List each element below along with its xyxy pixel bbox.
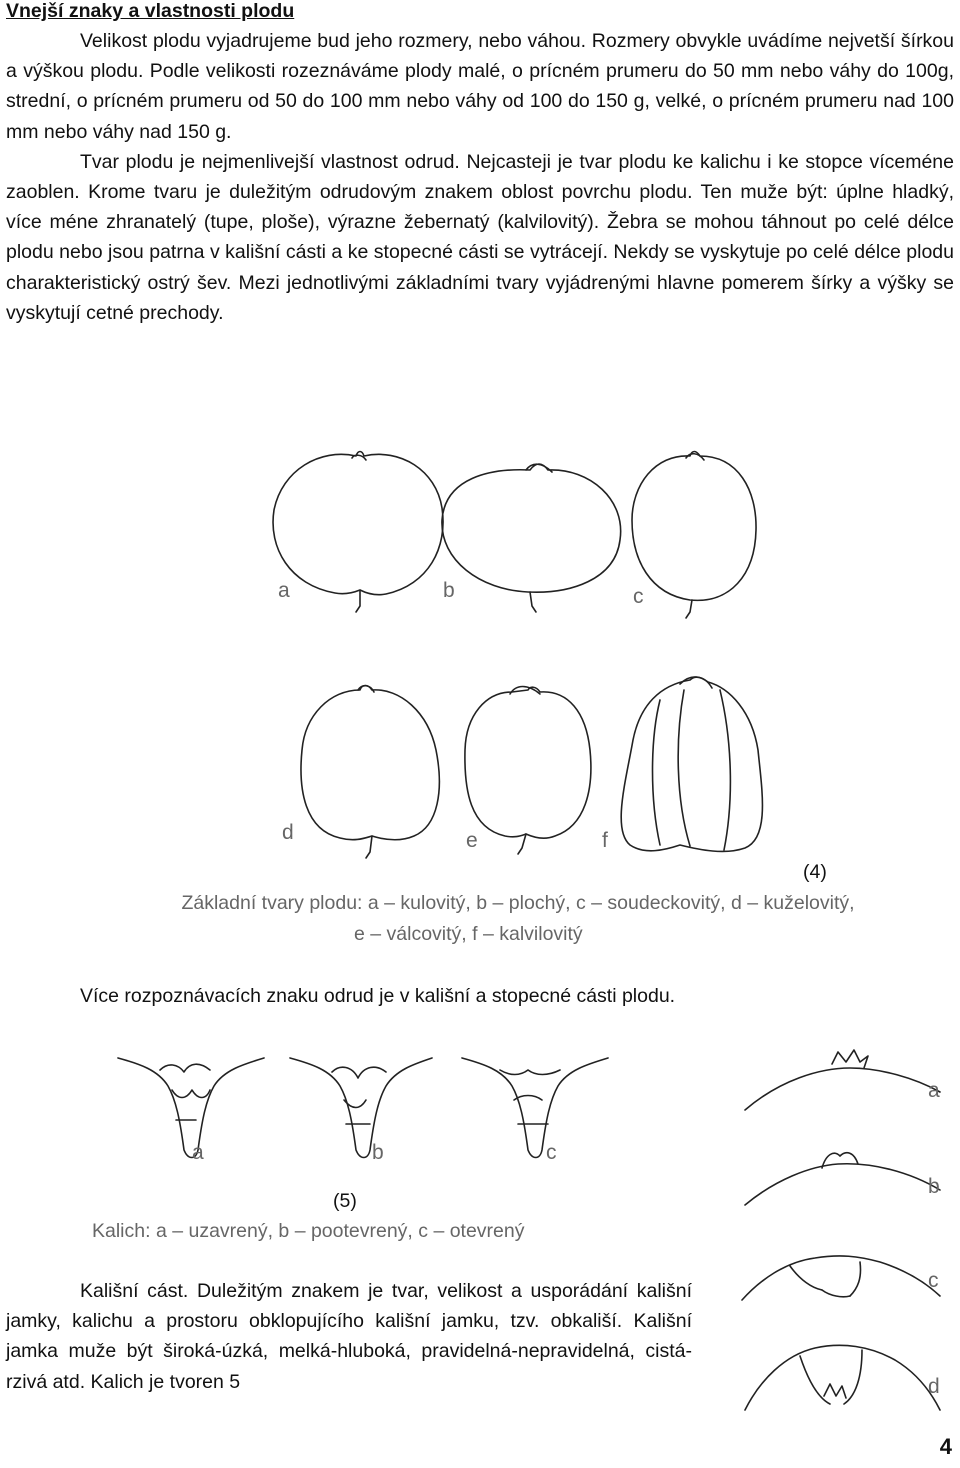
- calyx-top-a: [745, 1050, 940, 1110]
- fig4-label-d: d: [282, 821, 294, 844]
- calyx-section-a: [118, 1058, 264, 1158]
- fig5-label-a: a: [192, 1141, 204, 1164]
- kalisni-paragraph: [6, 1276, 692, 1397]
- figure-4-caption-line1: Základní tvary plodu: a – kulovitý, b – plochý, c – soudeckovitý, d – kuželovitý,: [181, 892, 855, 914]
- fruit-shape-a: [273, 452, 443, 613]
- calyx-section-b: [290, 1058, 432, 1158]
- right-fig-label-a: a: [928, 1079, 940, 1102]
- fruit-shape-c: [632, 452, 756, 619]
- fruit-shape-f: [621, 677, 762, 852]
- fig4-label-f: f: [602, 829, 608, 852]
- paragraph-size: Velikost plodu vyjadrujeme bud jeho rozmery, nebo váhou. Rozmery obvykle uvádíme nejvetší šírkou a výškou plodu. Podle velikosti rozeznáváme plody malé, o prícném prumeru do 50 mm nebo váhy do 100g, strední, o prícném prumeru od 50 do 100 mm nebo váhy od 100 do 150 g, velké, o prícném prumeru nad 100 mm nebo váhy nad 150 g.: [6, 30, 954, 143]
- fruit-shape-e: [465, 687, 591, 855]
- fig4-label-e: e: [466, 829, 478, 852]
- fruit-shape-b: [442, 464, 621, 612]
- figure-4-number: (4): [803, 861, 827, 883]
- intro-line: Více rozpoznávacích znaku odrud je v kališní a stopecné cásti plodu.: [80, 985, 676, 1007]
- figure-5-caption: Kalich: a – uzavrený, b – pootevrený, c – otevrený: [92, 1220, 525, 1242]
- fig5-label-c: c: [546, 1141, 557, 1164]
- fig4-label-c: c: [633, 585, 644, 608]
- figure-5-number: (5): [333, 1190, 357, 1212]
- figure-4-caption-line2: e – válcovitý, f – kalvilovitý: [354, 923, 583, 945]
- fruit-shape-d: [301, 686, 439, 859]
- calyx-top-b: [745, 1153, 940, 1205]
- calyx-top-c: [742, 1256, 940, 1300]
- fig4-label-b: b: [443, 579, 455, 602]
- page-number: 4: [939, 1434, 952, 1459]
- right-fig-label-b: b: [928, 1175, 940, 1198]
- calyx-top-d: [745, 1345, 940, 1410]
- right-fig-label-c: c: [928, 1269, 939, 1292]
- fig5-label-b: b: [372, 1141, 384, 1164]
- fig4-label-a: a: [278, 579, 290, 602]
- section-heading: Vnejší znaky a vlastnosti plodu: [6, 0, 295, 22]
- paragraph-shape: Tvar plodu je nejmenlivejší vlastnost odrud. Nejcasteji je tvar plodu ke kalichu i ke stopce víceméne zaoblen. Krome tvaru je duležitým odrudovým znakem oblost povrchu plodu. Ten muže být: úplne hladký, více méne zhranatelý (tupe, ploše), výrazne žebernatý (kalvilovitý). Žebra se mohou táhnout po celé délce plodu nebo jsou patrna v kališní cásti a ke stopecné cásti se vytrácejí. Nekdy se vyskytuje po celé délce plodu charakteristický ostrý šev. Mezi jednotlivými základními tvary vyjádrenými hlavne pomerem šírky a výšky se vyskytují cetné prechody.: [6, 150, 954, 324]
- right-fig-label-d: d: [928, 1375, 940, 1398]
- kalisni-text: Kališní cást. Duležitým znakem je tvar, velikost a usporádání kališní jamky, kalichu a prostoru obklopujícího kališní jamku, tzv. obkališí. Kališní jamka muže být široká-úzká, melká-hluboká, pravidelná-nepravidelná, cistá-rzivá atd. Kalich je tvoren 5: [6, 1280, 692, 1393]
- calyx-section-c: [462, 1058, 608, 1158]
